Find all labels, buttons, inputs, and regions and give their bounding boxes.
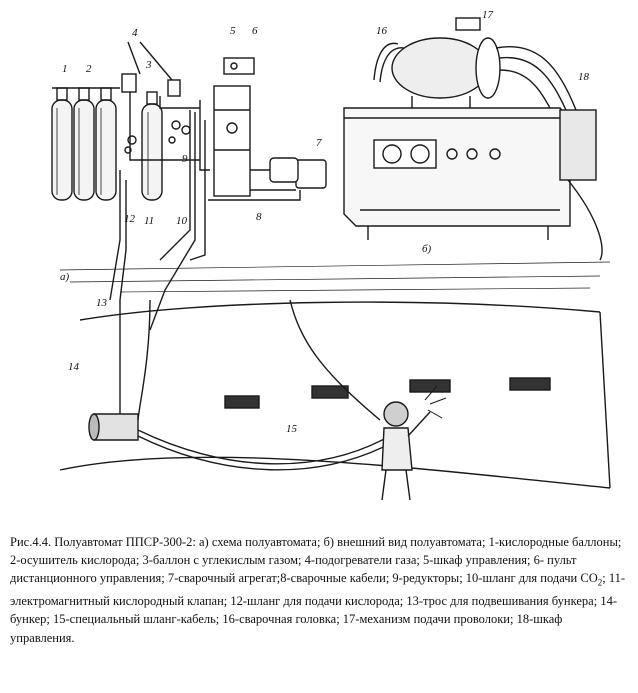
bunker [89,300,138,440]
callout-2: 2 [86,63,92,75]
callout-13: 13 [96,297,107,309]
callout-5: 5 [230,25,236,37]
co2-cylinder [142,92,162,200]
hose-cable [138,300,404,470]
callout-3: 3 [146,59,152,71]
callout-16: 16 [376,25,387,37]
diver [382,386,446,500]
callout-18: 18 [578,71,589,83]
callout-17: 17 [482,9,493,21]
oxygen-dryer [122,74,136,92]
callout-11: 11 [144,215,155,227]
callout-15: 15 [286,423,297,435]
figure-caption [10,533,630,647]
callout-9: 9 [182,153,188,165]
callout-6: 6 [252,25,258,37]
caption-text: Рис.4.4. Полуавтомат ППСР-300-2: а) схема полуавтомата; б) внешний вид полуавтомата; 1-кислородные баллоны; 2-осушитель кислорода; 3-баллон с углекислым газом; 4-подогреватели газа; 5-шкаф управления; 6- пульт дистанционного управления; 7-сварочный агрегат;8-сварочные кабели; 9-редукторы; 10-шланг для подачи СО [10,535,622,586]
callout-10: 10 [176,215,187,227]
callout-4: 4 [132,27,138,39]
caption-text-tail: ; 11-электромагнитный кислородный клапан; 12-шланг для подачи кислорода; 13-трос для подвешивания бункера; 14-бункер; 15-специальный шланг-кабель; 16-сварочная головка; 17-механизм подачи проволоки; 18-шкаф управления. [10,571,626,645]
panel-b-label: б) [422,243,432,255]
control-cabinet-view [344,108,596,240]
callout-8: 8 [256,211,262,223]
oxygen-cylinders [52,88,120,200]
ship-hull [60,302,610,488]
callout-12: 12 [124,213,135,225]
water-surface [60,262,610,292]
wire-feed-mechanism [392,18,500,108]
control-cabinet-scheme [214,58,254,196]
callout-1: 1 [62,63,68,75]
panel-a-label: а) [60,271,70,283]
callout-14: 14 [68,361,79,373]
caption-subscript: 2 [597,577,603,588]
callout-7: 7 [316,137,322,149]
